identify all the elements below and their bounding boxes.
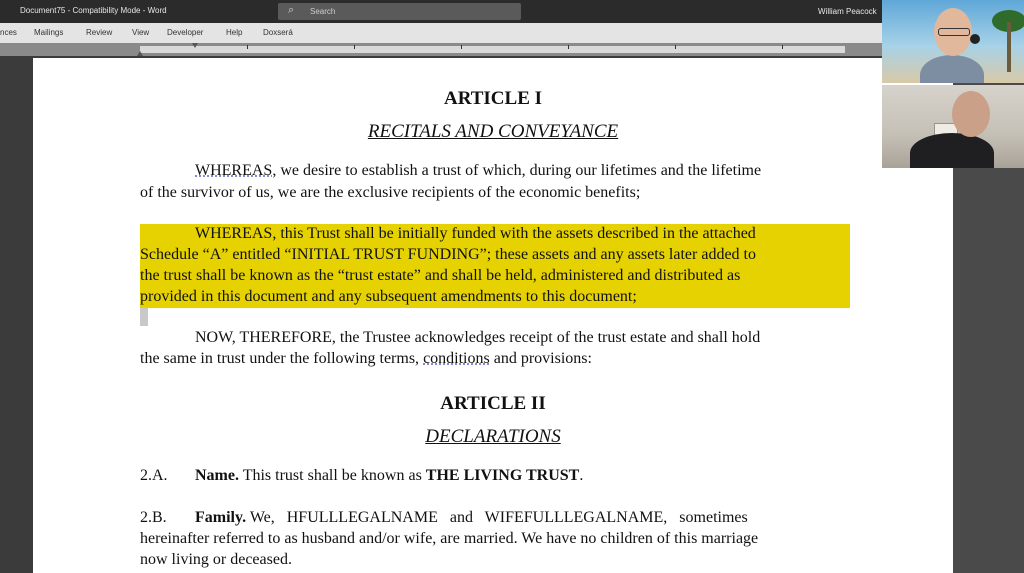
search-icon: ⌕ [288, 4, 295, 16]
article-1-subtitle: RECITALS AND CONVEYANCE [367, 121, 619, 142]
headset-icon [970, 34, 980, 44]
recital-1-lead: WHEREAS, [195, 162, 277, 179]
tab-references[interactable]: nces [0, 28, 17, 37]
first-line-indent-marker[interactable] [192, 43, 198, 48]
section-2a-text: Name. This trust shall be known as THE LIVING TRUST. [195, 467, 584, 484]
section-2b-line-2: hereinafter referred to as husband and/or wife, are married. We have no children of this marriage [140, 530, 759, 547]
title-bar [0, 0, 1024, 23]
tab-mailings[interactable]: Mailings [34, 28, 64, 37]
recital-2-line-4: provided in this document and any subsequent amendments to this document; [140, 288, 637, 305]
ruler-tick [782, 45, 783, 49]
tab-developer[interactable]: Developer [167, 28, 204, 37]
recital-3-line-2: the same in trust under the following terms, conditions and provisions: [140, 350, 592, 367]
section-2a-number: 2.A. [140, 467, 168, 484]
glasses-icon [938, 28, 970, 36]
recital-2-line-3: the trust shall be known as the “trust estate” and shall be held, administered and distributed as [140, 267, 741, 284]
ruler-tick [354, 45, 355, 49]
search-box[interactable] [278, 3, 521, 20]
ruler-tick [568, 45, 569, 49]
recital-1-line-1: WHEREAS, we desire to establish a trust of which, during our lifetimes and the lifetime [195, 162, 762, 179]
section-2b-line-3: now living or deceased. [140, 551, 292, 568]
ruler-tick [247, 45, 248, 49]
tab-doxsera[interactable]: Doxserá [263, 28, 293, 37]
video-participant-1[interactable] [882, 0, 1024, 83]
section-2b-line-1: Family. We, HFULLLEGALNAME and WIFEFULLLEGALNAME, sometimes [195, 509, 748, 526]
recital-3-line-1: NOW, THEREFORE, the Trustee acknowledges receipt of the trust estate and shall hold [195, 329, 761, 346]
participant-1-body [920, 55, 984, 83]
palm-trunk [1007, 22, 1011, 72]
recital-1-line-2: of the survivor of us, we are the exclusive recipients of the economic benefits; [140, 184, 641, 201]
tab-review[interactable]: Review [86, 28, 113, 37]
search-placeholder: Search [310, 7, 336, 16]
article-1-title: ARTICLE I [443, 88, 543, 109]
recital-2-line-2: Schedule “A” entitled “INITIAL TRUST FUNDING”; these assets and any assets later added to [140, 246, 756, 263]
participant-2-body [910, 133, 994, 168]
tab-help[interactable]: Help [226, 28, 243, 37]
horizontal-ruler[interactable] [0, 43, 1024, 56]
section-2b-number: 2.B. [140, 509, 167, 526]
ribbon-tabs [0, 23, 1024, 43]
user-name[interactable]: William Peacock [818, 7, 877, 16]
selection-marker [140, 308, 148, 326]
ruler-tick [461, 45, 462, 49]
recital-2-line-1: WHEREAS, this Trust shall be initially funded with the assets described in the attached [195, 225, 756, 242]
left-indent-marker[interactable] [137, 51, 143, 56]
article-2-title: ARTICLE II [440, 393, 546, 414]
participant-2-face [952, 91, 990, 137]
ruler-tick [675, 45, 676, 49]
tab-view[interactable]: View [132, 28, 150, 37]
video-participant-2[interactable] [882, 85, 1024, 168]
window-title: Document75 - Compatibility Mode - Word [20, 6, 167, 15]
article-2-subtitle: DECLARATIONS [425, 426, 561, 447]
ruler-text-area [140, 46, 845, 53]
